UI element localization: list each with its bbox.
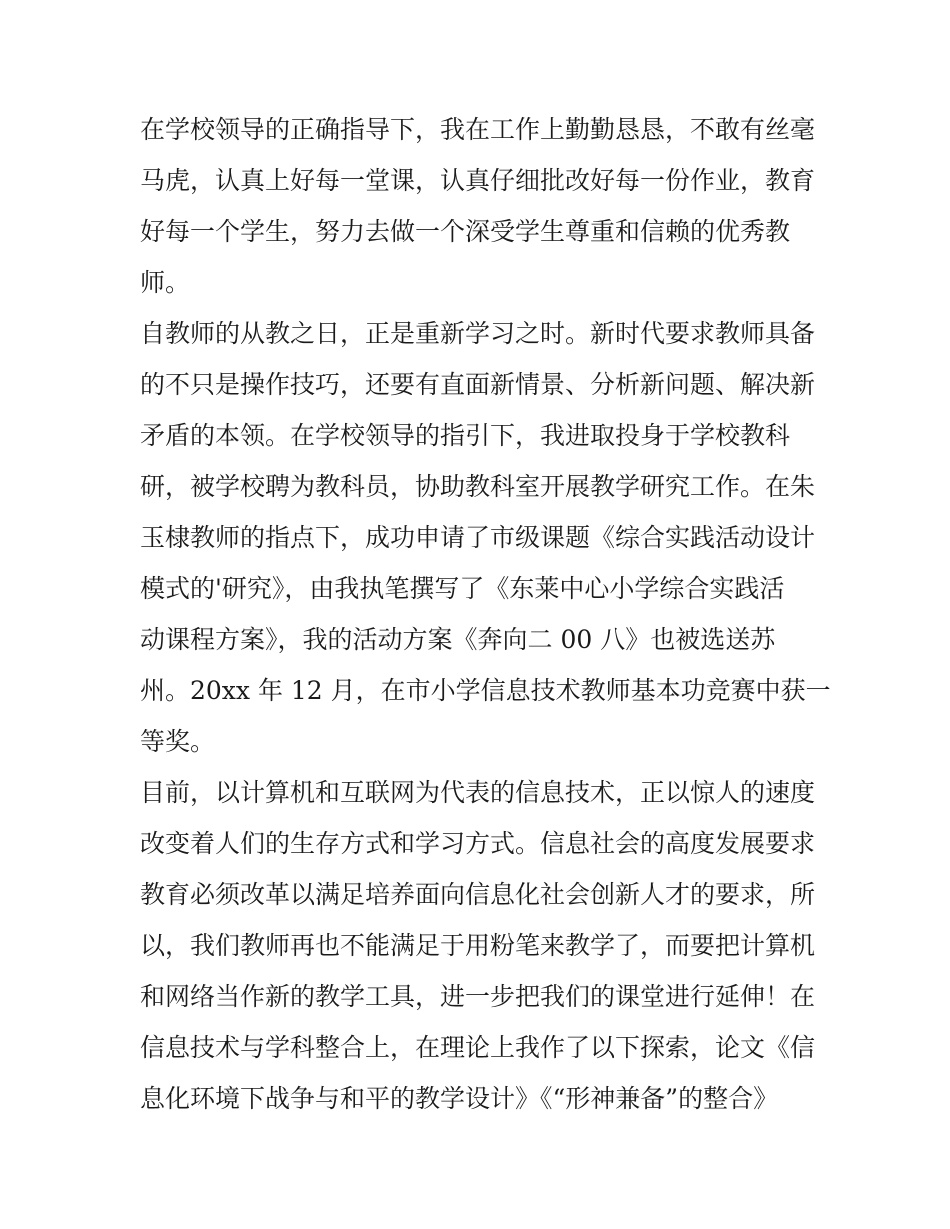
text-line: 信息技术与学科整合上，在理论上我作了以下探索，论文《信: [140, 1033, 816, 1062]
text-line: 玉棣教师的指点下，成功申请了市级课题《综合实践活动设计: [140, 523, 816, 552]
text-line: 动课程方案》，我的活动方案《奔向二 00 八》也被选送苏: [140, 625, 776, 654]
text-line: 马虎，认真上好每一堂课，认真仔细批改好每一份作业，教育: [140, 166, 816, 195]
text-line: 研，被学校聘为教科员，协助教科室开展教学研究工作。在朱: [140, 472, 816, 501]
text-line: 等奖。: [140, 727, 216, 756]
paragraph-2: [140, 308, 831, 767]
text-line: 目前，以计算机和互联网为代表的信息技术，正以惊人的速度: [140, 778, 816, 807]
text-line: 好每一个学生，努力去做一个深受学生尊重和信赖的优秀教: [140, 217, 791, 246]
text-line: 息化环境下战争与和平的教学设计》《“形神兼备”的整合》: [140, 1084, 779, 1113]
text-line: 在学校领导的正确指导下，我在工作上勤勤恳恳，不敢有丝毫: [140, 115, 816, 144]
text-line: 和网络当作新的教学工具，进一步把我们的课堂进行延伸！在: [140, 982, 816, 1011]
body-text: [140, 104, 831, 1124]
text-line: 自教师的从教之日，正是重新学习之时。新时代要求教师具备: [140, 319, 816, 348]
text-line: 教育必须改革以满足培养面向信息化社会创新人才的要求，所: [140, 880, 816, 909]
text-line: 的不只是操作技巧，还要有直面新情景、分析新问题、解决新: [140, 370, 816, 399]
text-line: 矛盾的本领。在学校领导的指引下，我进取投身于学校教科: [140, 421, 791, 450]
text-line: 师。: [140, 268, 191, 297]
text-line: 改变着人们的生存方式和学习方式。信息社会的高度发展要求: [140, 829, 816, 858]
text-line: 模式的'研究》，由我执笔撰写了《东莱中心小学综合实践活: [140, 574, 785, 603]
text-line: 以，我们教师再也不能满足于用粉笔来教学了，而要把计算机: [140, 931, 816, 960]
paragraph-1: [140, 104, 816, 308]
paragraph-3: [140, 767, 816, 1124]
text-line: 州。20xx 年 12 月，在市小学信息技术教师基本功竞赛中获一: [140, 676, 831, 705]
